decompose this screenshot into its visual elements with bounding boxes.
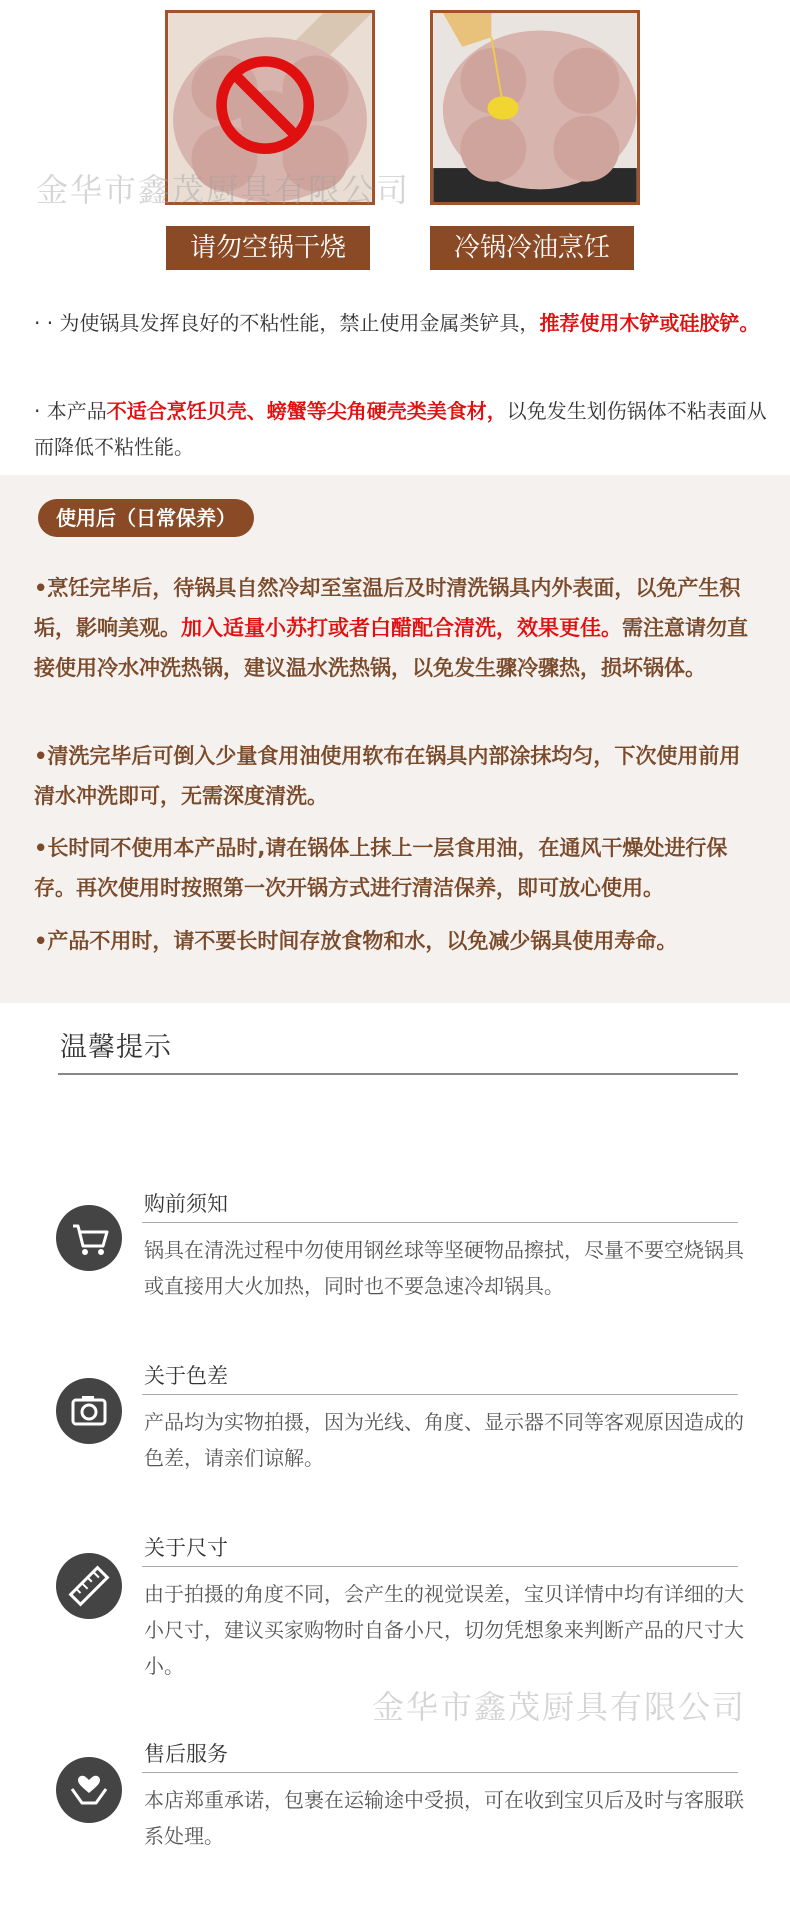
- heart-hands-icon: [56, 1757, 122, 1823]
- no-dry-heating-caption: 请勿空锅干烧: [166, 226, 370, 270]
- tip-divider: [142, 1566, 738, 1567]
- tips-divider: [58, 1073, 738, 1075]
- tip-divider: [142, 1222, 738, 1223]
- tip-body-size: 由于拍摄的角度不同，会产生的视觉误差，宝贝详情中均有详细的大小尺寸，建议买家购物时自备小尺，切勿凭想象来判断产品的尺寸大小。: [144, 1582, 744, 1678]
- shellfish-warning: [34, 393, 779, 465]
- care-badge: 使用后（日常保养）: [38, 499, 254, 537]
- care-paragraph-2: •清洗完毕后可倒入少量食用油使用软布在锅具内部涂抹均匀，下次使用前用清水冲洗即可，无需深度清洗。: [34, 744, 741, 808]
- tip-title-purchase: 购前须知: [144, 1192, 228, 1216]
- tip-divider: [142, 1394, 738, 1395]
- watermark: 金华市鑫茂厨具有限公司: [372, 1688, 747, 1726]
- shellfish-warning-highlight: 不适合烹饪贝壳、螃蟹等尖角硬壳类美食材，: [106, 399, 507, 423]
- care-paragraph-4: •产品不用时，请不要长时间存放食物和水，以免减少锅具使用寿命。: [34, 929, 678, 953]
- watermark: 金华市鑫茂厨具有限公司: [36, 171, 411, 209]
- oil-pan-photo: [430, 10, 640, 205]
- care-paragraph-1: [34, 568, 760, 688]
- utensil-warning: [34, 305, 779, 341]
- tips-title: 温馨提示: [60, 1032, 172, 1063]
- tip-body-purchase: 锅具在清洗过程中勿使用钢丝球等坚硬物品擦拭，尽量不要空烧锅具或直接用大火加热，同时也不要急速冷却锅具。: [144, 1238, 744, 1298]
- camera-icon: [56, 1378, 122, 1444]
- cold-pan-cold-oil-caption: 冷锅冷油烹饪: [430, 226, 634, 270]
- utensil-recommendation: 推荐使用木铲或硅胶铲。: [539, 311, 760, 335]
- tip-title-color: 关于色差: [144, 1364, 228, 1388]
- tip-divider: [142, 1772, 738, 1773]
- care-paragraph-1-highlight: 加入适量小苏打或者白醋配合清洗，效果更佳。: [181, 616, 622, 640]
- shellfish-warning-suffix: 以免发生划伤锅体不粘表面从而降低不粘性能。: [34, 399, 767, 459]
- care-paragraph-3: •长时同不使用本产品时,请在锅体上抹上一层食用油，在通风干燥处进行保存。再次使用时按照第一次开锅方式进行清洁保养，即可放心使用。: [34, 836, 728, 900]
- tip-title-size: 关于尺寸: [144, 1536, 228, 1560]
- care-paragraph-1-text: •烹饪完毕后，待锅具自然冷却至室温后及时清洗锅具内外表面，以免产生积垢，影响美观。: [34, 576, 741, 640]
- tip-body-color: 产品均为实物拍摄，因为光线、角度、显示器不同等客观原因造成的色差，请亲们谅解。: [144, 1410, 744, 1470]
- care-paragraph-1-tail: 需注意请勿直接使用冷水冲洗热锅，建议温水洗热锅，以免发生骤冷骤热，损坏锅体。: [34, 616, 748, 680]
- ruler-icon: [56, 1553, 122, 1619]
- utensil-warning-text: · · 为使锅具发挥良好的不粘性能，禁止使用金属类铲具，: [34, 311, 540, 335]
- top-section: [0, 0, 790, 475]
- shellfish-warning-prefix: · 本产品: [34, 399, 107, 423]
- tip-body-after-sales: 本店郑重承诺，包裹在运输途中受损，可在收到宝贝后及时与客服联系处理。: [144, 1788, 744, 1848]
- cart-icon: [56, 1205, 122, 1271]
- tip-title-after-sales: 售后服务: [144, 1742, 228, 1766]
